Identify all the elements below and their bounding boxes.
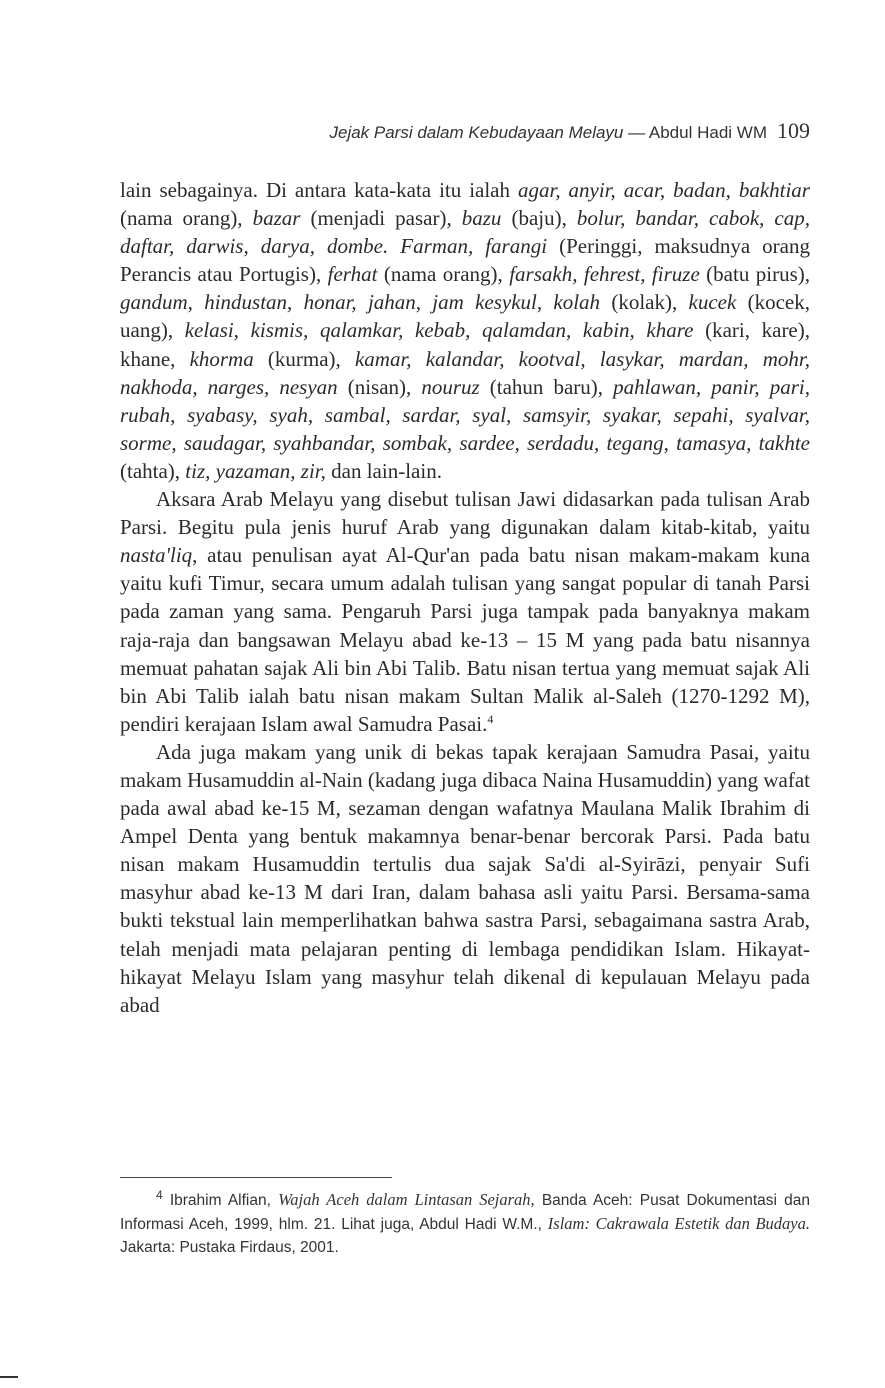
italic-term: tiz, yazaman, zir, — [185, 458, 326, 483]
text-run: (kurma), — [253, 346, 355, 371]
paragraph-2 — [120, 485, 810, 738]
italic-term: Wajah Aceh dalam Lintasan Sejarah, — [278, 1190, 535, 1209]
text-run: (kolak), — [600, 290, 689, 315]
text-run: (baju), — [501, 206, 577, 231]
footnote-marker: 4 — [487, 711, 494, 726]
paragraph-3 — [120, 738, 810, 1019]
text-run: (nama orang), — [120, 206, 253, 231]
header-separator: — — [623, 123, 649, 142]
footnote-4 — [120, 1188, 810, 1259]
italic-term: kamar, kalandar, kootval, lasykar, mardan, mohr, nakhoda, narges, nesyan — [120, 346, 810, 399]
text-run: (kocek, uang), — [120, 290, 810, 343]
paragraph-1 — [120, 176, 810, 485]
italic-term: bazu — [461, 206, 502, 231]
text-run: dan lain-lain. — [325, 458, 442, 483]
italic-term: gandum, hindustan, honar, jahan, jam kesykul, kolah — [120, 290, 601, 315]
italic-term: nasta'liq — [120, 543, 193, 568]
book-title: Jejak Parsi dalam Kebudayaan Melayu — [329, 123, 624, 142]
footnote-marker: 4 — [156, 1187, 163, 1202]
italic-term: agar, anyir, acar, badan, bakhtiar — [517, 178, 810, 202]
italic-term: farsakh, fehrest, firuze — [509, 262, 700, 287]
running-header — [120, 118, 810, 144]
italic-term: khorma — [189, 346, 254, 371]
text-run: (nisan), — [337, 374, 422, 399]
italic-term: ferhat — [327, 262, 378, 287]
text-run: (batu pirus), — [699, 262, 810, 287]
text-run: lain sebagainya. Di antara kata-kata itu ialah — [120, 178, 518, 202]
text-run: Ada juga makam yang unik di bekas tapak kerajaan Samudra Pasai, yaitu makam Husamuddin al-Nain (kadang juga dibaca Naina Husamuddin) yang wafat pada awal abad ke-15 M, sezaman dengan wafatnya Maulana Malik Ibrahim di Ampel Denta yang bentuk makamnya benar-benar bercorak Parsi. Pada batu nisan makam Husamuddin tertulis dua sajak Sa'di al-Syirāzi, penyair Sufi masyhur abad ke-13 M dari Iran, dalam bahasa asli yaitu Parsi. Bersama-sama bukti tekstual lain memperlihatkan bahwa sastra Parsi, sebagaimana sastra Arab, telah menjadi mata pelajaran penting di lembaga pendidikan Islam. Hikayat-hikayat Melayu Islam yang masyhur telah dikenal di kepulauan Melayu pada abad — [120, 739, 810, 1017]
italic-term: pahlawan, panir, pari, rubah, syabasy, syah, sambal, sardar, syal, samsyir, syakar, sepahi, syalvar, sorme, saudagar, syahbandar, sombak, sardee, serdadu, tegang, tamasya, takhte — [120, 374, 810, 455]
text-run: (Peringgi, maksudnya orang Perancis atau Portugis), — [120, 234, 811, 287]
italic-term: Islam: Cakrawala Estetik dan Budaya. — [547, 1214, 810, 1233]
italic-term: bazar — [252, 206, 301, 231]
italic-term: nouruz — [421, 374, 480, 399]
italic-term: kelasi, kismis, qalamkar, kebab, qalamdan, kabin, khare — [184, 318, 694, 343]
italic-term: kucek — [688, 290, 737, 315]
italic-term: bolur, bandar, cabok, cap, daftar, darwis, darya, dombe. Farman, farangi — [120, 206, 810, 259]
footnote-divider — [120, 1177, 392, 1178]
body-text — [120, 176, 810, 1019]
text-run: (tahta), — [120, 458, 186, 483]
page-number: 109 — [777, 118, 810, 143]
text-run: Jakarta: Pustaka Firdaus, 2001. — [120, 1239, 339, 1256]
text-run: (kari, kare), khane, — [120, 318, 810, 371]
text-run: Ibrahim Alfian, — [162, 1192, 279, 1209]
text-run: Aksara Arab Melayu yang disebut tulisan Jawi didasarkan pada tulisan Arab Parsi. Begitu pula jenis huruf Arab yang digunakan dalam kitab-kitab, yaitu — [120, 487, 810, 540]
crop-mark — [0, 1376, 18, 1378]
text-run: Banda Aceh: Pusat Dokumentasi dan Informasi Aceh, 1999, hlm. 21. Lihat juga, Abdul Hadi W.M., — [120, 1192, 810, 1233]
text-run: , atau penulisan ayat Al-Qur'an pada batu nisan makam-makam kuna yaitu kufi Timur, secara umum adalah tulisan yang sangat popular di tanah Parsi pada zaman yang sama. Pengaruh Parsi juga tampak pada banyaknya makam raja-raja dan bangsawan Melayu abad ke-13 – 15 M yang pada batu nisannya memuat pahatan sajak Ali bin Abi Talib. Batu nisan tertua yang memuat sajak Ali bin Abi Talib ialah batu nisan makam Sultan Malik al-Saleh (1270-1292 M), pendiri kerajaan Islam awal Samudra Pasai. — [120, 543, 810, 736]
text-run: (nama orang), — [377, 262, 510, 287]
header-author: Abdul Hadi WM — [648, 123, 767, 142]
text-run: (menjadi pasar), — [300, 206, 462, 231]
text-run: (tahun baru), — [479, 374, 614, 399]
